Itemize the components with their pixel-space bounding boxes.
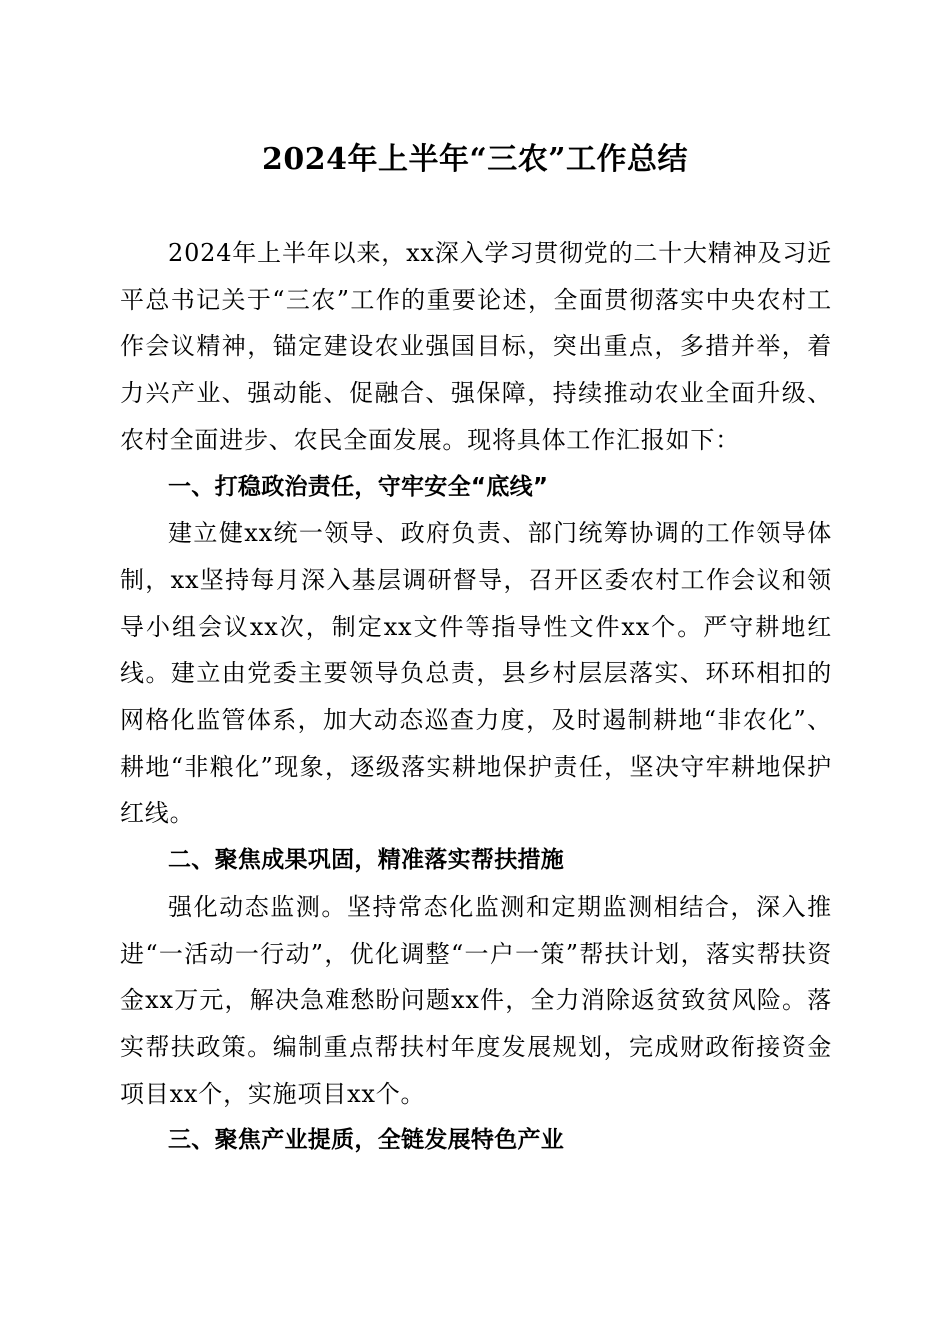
- document-body: [120, 230, 832, 1164]
- section-heading-3: 三、聚焦产业提质，全链发展特色产业: [168, 1127, 565, 1154]
- section-heading-2: 二、聚焦成果巩固，精准落实帮扶措施: [168, 847, 565, 874]
- section-1-paragraph: 建立健xx统一领导、政府负责、部门统筹协调的工作领导体制，xx坚持每月深入基层调研督导，召开区委农村工作会议和领导小组会议xx次，制定xx文件等指导性文件xx个。严守耕地红线。建立由党委主要领导负总责，县乡村层层落实、环环相扣的网格化监管体系，加大动态巡查力度，及时遏制耕地“非农化”、耕地“非粮化”现象，逐级落实耕地保护责任，坚决守牢耕地保护红线。: [120, 519, 832, 828]
- intro-paragraph: 2024年上半年以来，xx深入学习贯彻党的二十大精神及习近平总书记关于“三农”工作的重要论述，全面贯彻落实中央农村工作会议精神，锚定建设农业强国目标，突出重点，多措并举，着力兴产业、强动能、促融合、强保障，持续推动农业全面升级、农村全面进步、农民全面发展。现将具体工作汇报如下：: [120, 239, 832, 454]
- section-2-paragraph: 强化动态监测。坚持常态化监测和定期监测相结合，深入推进“一活动一行动”，优化调整“一户一策”帮扶计划，落实帮扶资金xx万元，解决急难愁盼问题xx件，全力消除返贫致贫风险。落实帮扶政策。编制重点帮扶村年度发展规划，完成财政衔接资金项目xx个，实施项目xx个。: [120, 892, 832, 1108]
- document-title: 2024年上半年“三农”工作总结: [261, 142, 688, 177]
- section-heading-1: 一、打稳政治责任，守牢安全“底线”: [168, 473, 549, 500]
